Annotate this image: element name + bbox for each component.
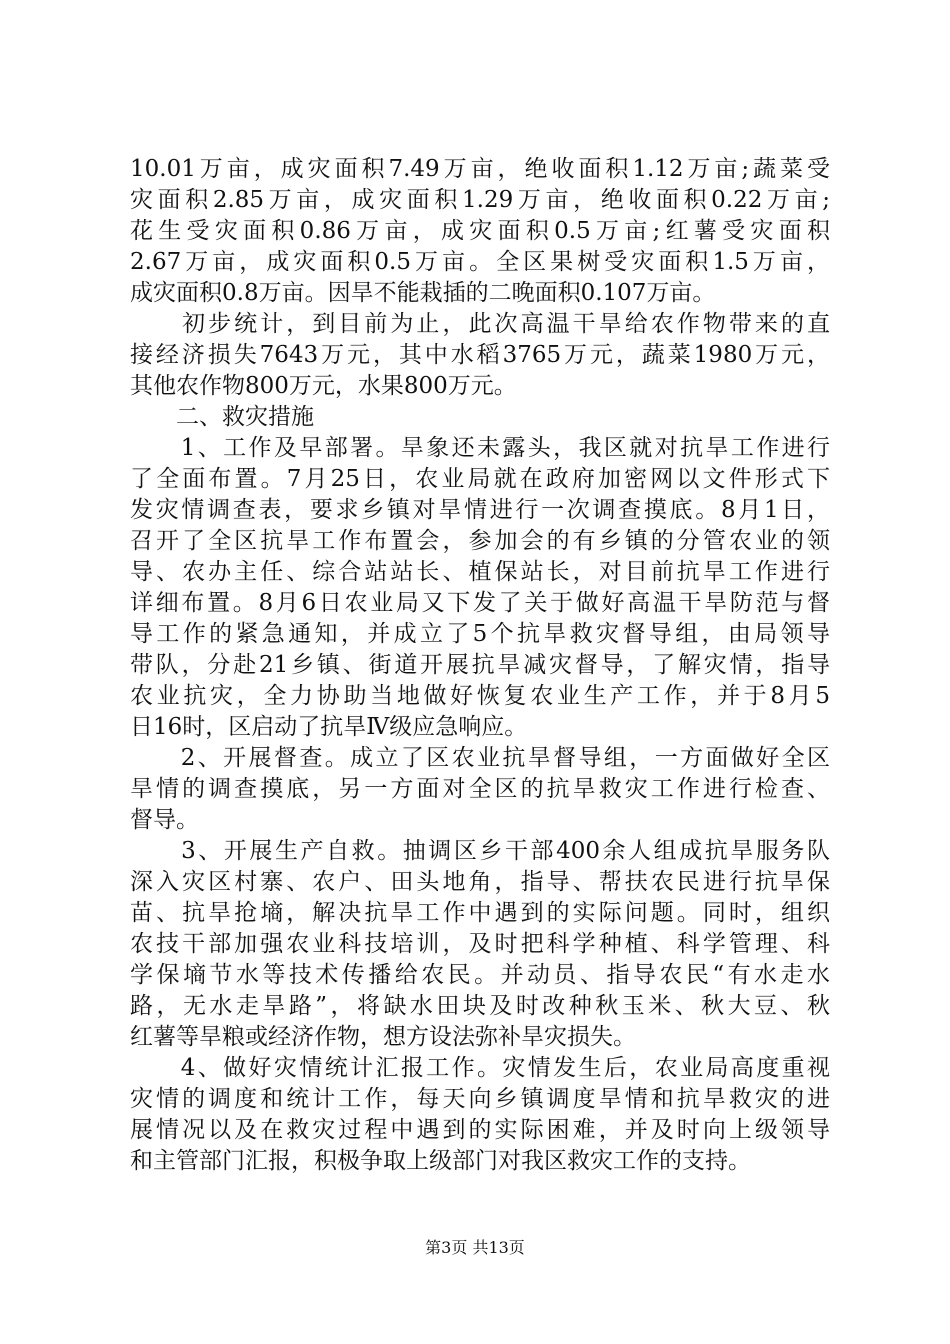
- text-line: 日16时，区启动了抗旱Ⅳ级应急响应。: [130, 714, 528, 740]
- text-line: 学保墒节水等技术传播给农民。并动员、指导农民“有水走水: [130, 962, 830, 988]
- text-line: 农业抗灾，全力协助当地做好恢复农业生产工作，并于8月5: [130, 683, 830, 709]
- text-line: 灾面积2.85万亩，成灾面积1.29万亩，绝收面积0.22万亩;: [130, 187, 830, 213]
- text-line: 导工作的紧急通知，并成立了5个抗旱救灾督导组，由局领导: [130, 621, 830, 647]
- text-line: 路，无水走旱路”，将缺水田块及时改种秋玉米、秋大豆、秋: [130, 993, 830, 1019]
- text-line: 导、农办主任、综合站站长、植保站长，对目前抗旱工作进行: [130, 559, 830, 585]
- text-line: 详细布置。8月6日农业局又下发了关于做好高温干旱防范与督: [130, 590, 830, 616]
- text-line: 3、开展生产自救。抽调区乡干部400余人组成抗旱服务队: [130, 838, 830, 864]
- text-line: 深入灾区村寨、农户、田头地角，指导、帮扶农民进行抗旱保: [130, 869, 830, 895]
- text-line: 苗、抗旱抢墒，解决抗旱工作中遇到的实际问题。同时，组织: [130, 900, 830, 926]
- text-line: 发灾情调查表，要求乡镇对旱情进行一次调查摸底。8月1日，: [130, 497, 830, 523]
- text-line: 灾情的调度和统计工作，每天向乡镇调度旱情和抗旱救灾的进: [130, 1086, 830, 1112]
- document-body: [130, 154, 830, 1177]
- text-line: 初步统计，到目前为止，此次高温干旱给农作物带来的直: [130, 311, 830, 337]
- text-line: 农技干部加强农业科技培训，及时把科学种植、科学管理、科: [130, 931, 830, 957]
- text-line: 10.01万亩，成灾面积7.49万亩，绝收面积1.12万亩;蔬菜受: [130, 156, 830, 182]
- text-line: 花生受灾面积0.86万亩，成灾面积0.5万亩;红薯受灾面积: [130, 218, 830, 244]
- text-line: 旱情的调查摸底，另一方面对全区的抗旱救灾工作进行检查、: [130, 776, 830, 802]
- text-line: 2.67万亩，成灾面积0.5万亩。全区果树受灾面积1.5万亩，: [130, 249, 830, 275]
- text-line: 其他农作物800万元，水果800万元。: [130, 373, 517, 399]
- text-line: 展情况以及在救灾过程中遇到的实际困难，并及时向上级领导: [130, 1117, 830, 1143]
- text-line: 督导。: [130, 807, 199, 833]
- text-line: 召开了全区抗旱工作布置会，参加会的有乡镇的分管农业的领: [130, 528, 830, 554]
- text-line: 二、救灾措施: [130, 404, 314, 430]
- text-line: 2、开展督查。成立了区农业抗旱督导组，一方面做好全区: [130, 745, 830, 771]
- text-line: 1、工作及早部署。旱象还未露头，我区就对抗旱工作进行: [130, 435, 830, 461]
- text-line: 红薯等旱粮或经济作物，想方设法弥补旱灾损失。: [130, 1024, 636, 1050]
- text-line: 带队，分赴21乡镇、街道开展抗旱减灾督导，了解灾情，指导: [130, 652, 830, 678]
- text-line: 接经济损失7643万元，其中水稻3765万元，蔬菜1980万元，: [130, 342, 830, 368]
- page-footer: 第3页 共13页: [425, 1238, 525, 1257]
- text-line: 4、做好灾情统计汇报工作。灾情发生后，农业局高度重视: [130, 1055, 830, 1081]
- text-line: 和主管部门汇报，积极争取上级部门对我区救灾工作的支持。: [130, 1148, 751, 1174]
- text-line: 成灾面积0.8万亩。因旱不能栽插的二晚面积0.107万亩。: [130, 280, 716, 306]
- text-line: 了全面布置。7月25日，农业局就在政府加密网以文件形式下: [130, 466, 830, 492]
